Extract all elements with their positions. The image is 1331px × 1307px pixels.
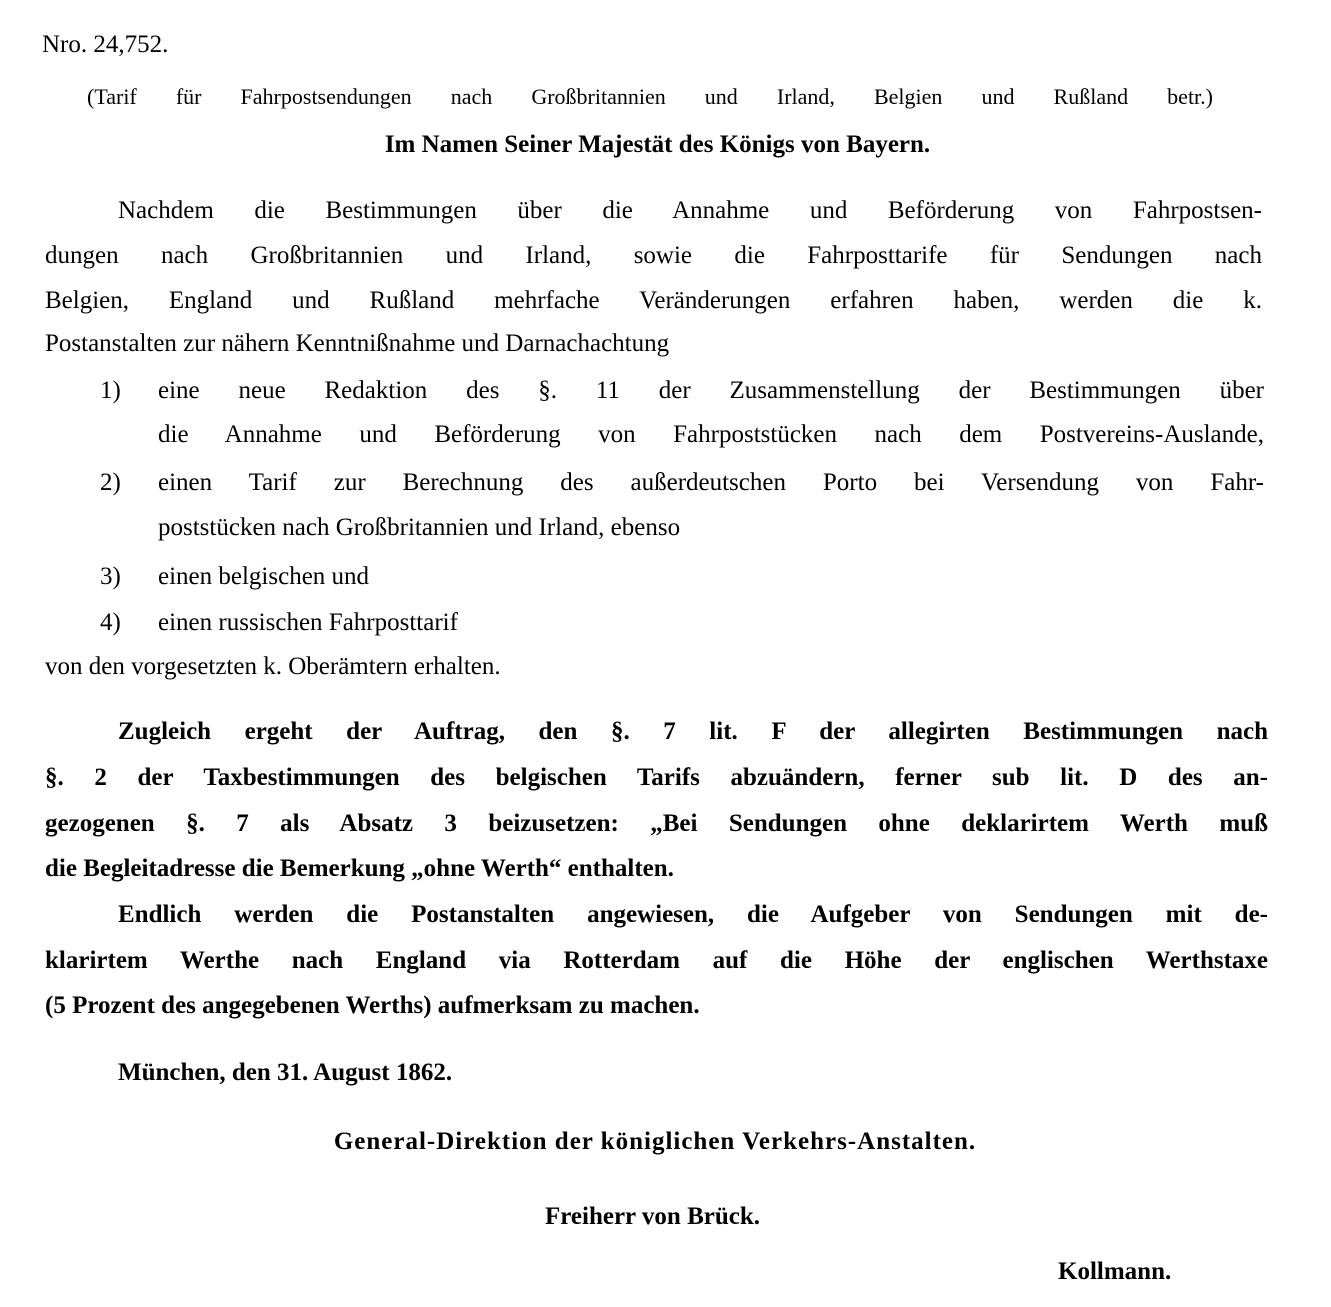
order-line: Zugleich ergeht der Auftrag, den §. 7 lit. F der allegirten Bestimmungen nach: [118, 718, 1268, 745]
place-date: München, den 31. August 1862.: [118, 1059, 453, 1086]
item-line: einen russischen Fahrposttarif: [158, 609, 458, 636]
intro-line: Nachdem die Bestimmungen über die Annahme und Beförderung von Fahrpostsen-: [118, 197, 1262, 224]
document-number: Nro. 24,752.: [42, 31, 169, 58]
item-number: 4): [100, 609, 121, 636]
signatory: Freiherr von Brück.: [544, 1203, 761, 1230]
item-line: eine neue Redaktion des §. 11 der Zusammenstellung der Bestimmungen über: [158, 377, 1264, 404]
order-line: §. 2 der Taxbestimmungen des belgischen Tarifs abzuändern, ferner sub lit. D des an-: [45, 764, 1268, 791]
invocation: Im Namen Seiner Majestät des Königs von Bayern.: [384, 131, 931, 158]
authority: General-Direktion der königlichen Verkehrs-Anstalten.: [333, 1128, 977, 1155]
item-line: einen Tarif zur Berechnung des außerdeutschen Porto bei Versendung von Fahr-: [158, 469, 1264, 496]
item-line: einen belgischen und: [158, 563, 370, 590]
item-line: die Annahme und Beförderung von Fahrpoststücken nach dem Postvereins-Auslande,: [158, 421, 1264, 448]
item-number: 1): [100, 377, 121, 404]
order-line: gezogenen §. 7 als Absatz 3 beizusetzen: „Bei Sendungen ohne deklarirtem Werth muß: [45, 810, 1268, 837]
item-number: 2): [100, 469, 121, 496]
intro-end: von den vorgesetzten k. Oberämtern erhalten.: [45, 653, 501, 680]
intro-line: dungen nach Großbritannien und Irland, sowie die Fahrposttarife für Sendungen nach: [45, 242, 1262, 269]
item-number: 3): [100, 563, 121, 590]
intro-line: Postanstalten zur nähern Kenntnißnahme und Darnachachtung: [45, 330, 670, 357]
intro-line: Belgien, England und Rußland mehrfache Veränderungen erfahren haben, werden die k.: [45, 287, 1262, 314]
item-line: poststücken nach Großbritannien und Irland, ebenso: [158, 514, 681, 541]
final-line: klarirtem Werthe nach England via Rotterdam auf die Höhe der englischen Werthstaxe: [45, 947, 1268, 974]
final-line: (5 Prozent des angegebenen Werths) aufmerksam zu machen.: [45, 992, 700, 1019]
final-line: Endlich werden die Postanstalten angewiesen, die Aufgeber von Sendungen mit de-: [118, 901, 1268, 928]
order-line: die Begleitadresse die Bemerkung „ohne Werth“ enthalten.: [45, 855, 674, 882]
document-subject: (Tarif für Fahrpostsendungen nach Großbritannien und Irland, Belgien und Rußland betr.): [87, 84, 1213, 109]
countersign: Kollmann.: [1058, 1258, 1172, 1285]
